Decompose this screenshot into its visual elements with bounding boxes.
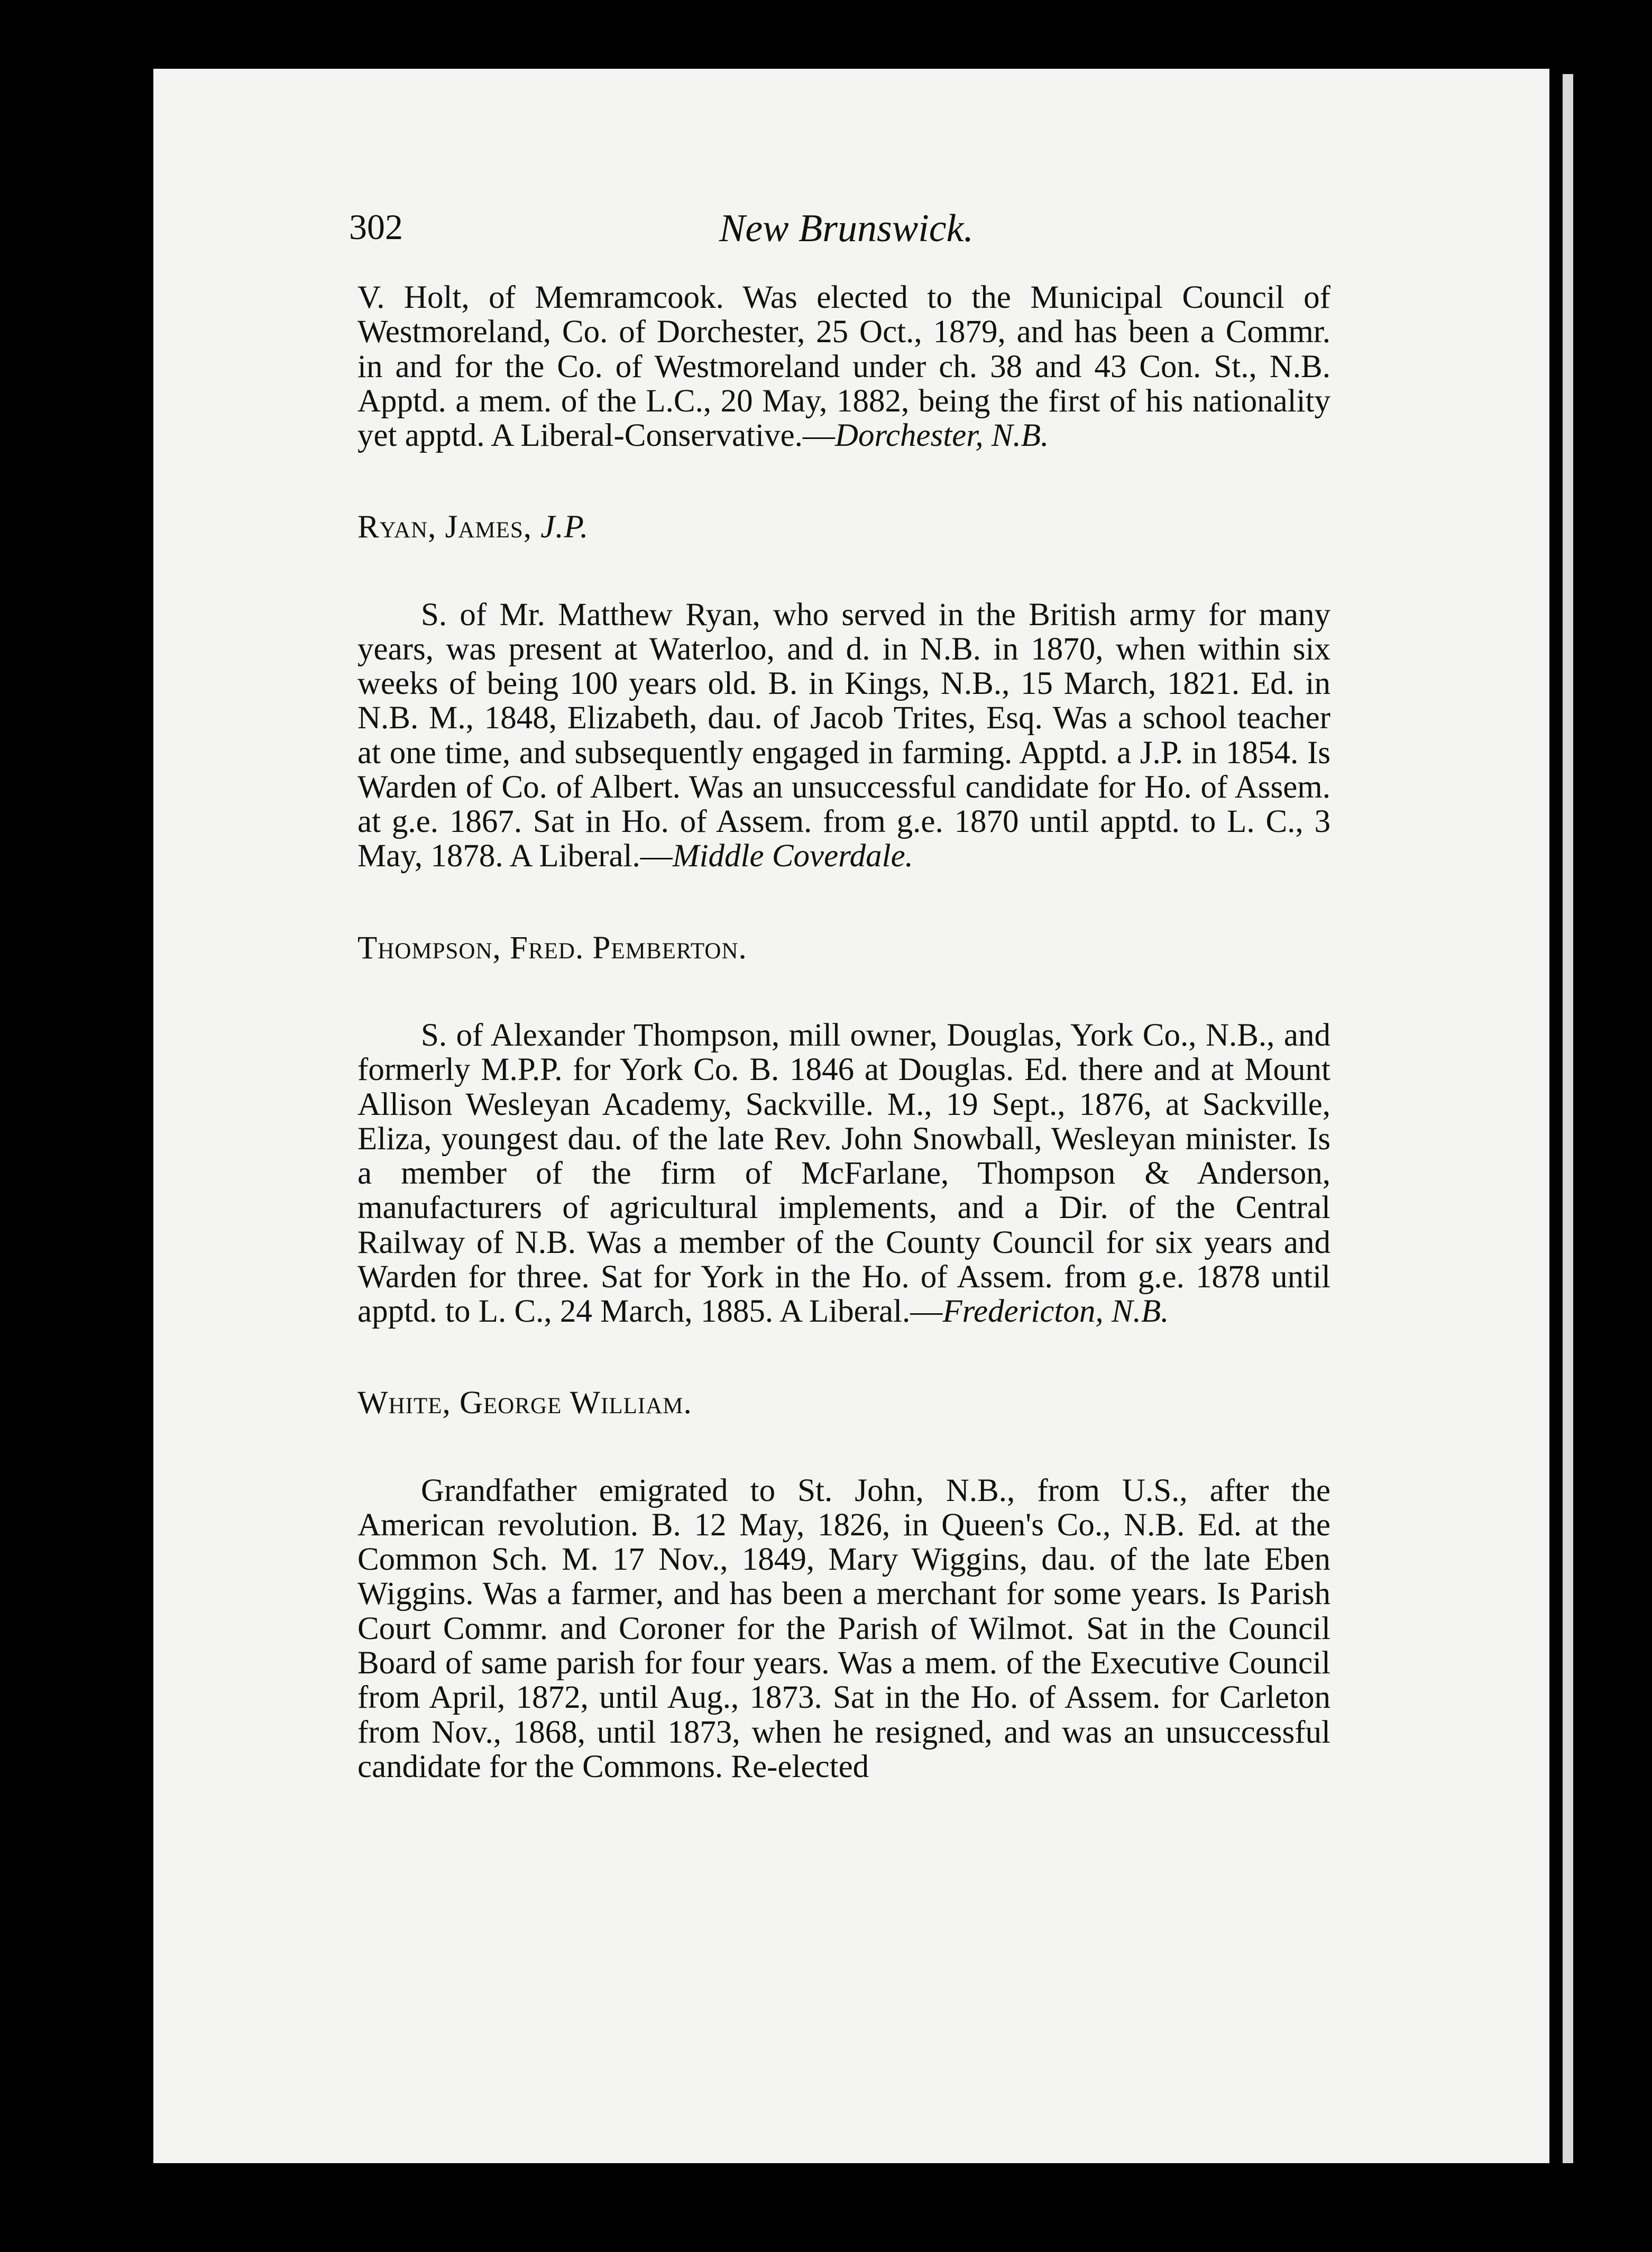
running-header xyxy=(349,206,1354,264)
entry-place: Middle Coverdale. xyxy=(672,838,913,874)
page-edge-strip xyxy=(1563,74,1573,2163)
running-title: New Brunswick. xyxy=(719,207,974,250)
entry-name: White, George William. xyxy=(357,1385,692,1421)
entry-text: S. of Mr. Matthew Ryan, who served in the British army for many years, was present at Waterloo, and d. in N.B. in 1870, when within six weeks of being 100 years old. B. in Kings, N.B., 15 March, 1821. Ed. in N.B. M., 1848, Elizabeth, dau. of Jacob Trites, Esq. Was a school teacher at one time, and subsequently engaged in farming. Apptd. a J.P. in 1854. Is Warden of Co. of Albert. Was an unsuccessful candidate for Ho. of Assem. at g.e. 1867. Sat in Ho. of Assem. from g.e. 1870 until apptd. to L. C., 3 May, 1878. A Liberal.— xyxy=(357,597,1330,874)
entry-paragraph xyxy=(357,1018,1330,1329)
entry-paragraph xyxy=(357,598,1330,874)
entry-suffix: J.P. xyxy=(540,509,589,545)
entry-text: S. of Alexander Thompson, mill owner, Douglas, York Co., N.B., and formerly M.P.P. for York Co. B. 1846 at Douglas. Ed. there and at Mount Allison Wesleyan Academy, Sackville. M., 19 Sept., 1876, at Sackville, Eliza, youngest dau. of the late Rev. John Snowball, Wesleyan minister. Is a member of the firm of McFarlane, Thompson & Anderson, manufacturers of agricultural implements, and a Dir. of the Central Railway of N.B. Was a member of the County Council for six years and Warden for three. Sat for York in the Ho. of Assem. from g.e. 1878 until apptd. to L. C., 24 March, 1885. A Liberal.— xyxy=(357,1017,1330,1330)
entry-paragraph xyxy=(357,1473,1330,1784)
entry-place: Fredericton, N.B. xyxy=(942,1294,1169,1330)
entry-heading xyxy=(357,1386,1330,1420)
page-body xyxy=(357,280,1330,1784)
entry-name: Ryan, James, xyxy=(357,509,533,545)
page-number: 302 xyxy=(349,207,403,247)
entry-place: Dorchester, N.B. xyxy=(834,418,1049,454)
entry-heading xyxy=(357,931,1330,965)
entry-text: V. Holt, of Memramcook. Was elected to the Municipal Council of Westmoreland, Co. of Dorchester, 25 Oct., 1879, and has been a Commr. in and for the Co. of Westmoreland under ch. 38 and 43 Con. St., N.B. Apptd. a mem. of the L.C., 20 May, 1882, being the first of his nationality yet apptd. A Liberal-Conservative.— xyxy=(357,280,1330,454)
entry-continued xyxy=(357,280,1330,453)
entry-name: Thompson, Fred. Pemberton. xyxy=(357,930,747,966)
entry-heading xyxy=(357,510,1330,544)
entry-text: Grandfather emigrated to St. John, N.B., from U.S., after the American revolution. B. 12 May, 1826, in Queen's Co., N.B. Ed. at the Common Sch. M. 17 Nov., 1849, Mary Wiggins, dau. of the late Eben Wiggins. Was a farmer, and has been a merchant for some years. Is Parish Court Commr. and Coroner for the Parish of Wilmot. Sat in the Council Board of same parish for four years. Was a mem. of the Executive Council from April, 1872, until Aug., 1873. Sat in the Ho. of Assem. for Carleton from Nov., 1868, until 1873, when he resigned, and was an unsuccessful candidate for the Commons. Re-elected xyxy=(357,1472,1330,1784)
